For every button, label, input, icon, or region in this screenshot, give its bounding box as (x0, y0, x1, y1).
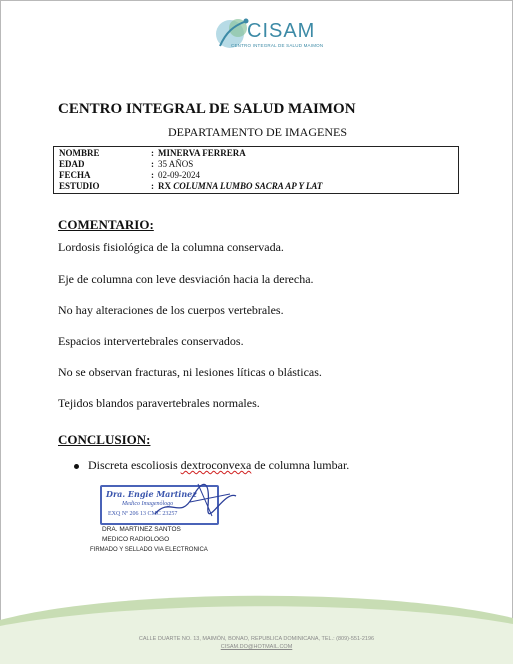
row-colon: : (151, 181, 154, 191)
footer-wave-decoration (0, 592, 513, 664)
signature-icon (150, 476, 240, 526)
row-value: 35 AÑOS (158, 159, 194, 169)
stamp-license: EXQ Nº 206 13 CMC 23257 (108, 511, 178, 517)
logo-tagline: CENTRO INTEGRAL DE SALUD MAIMON (231, 43, 324, 48)
signature-name: DRA. MARTINEZ SANTOS (102, 526, 181, 533)
comentario-line: No se observan fracturas, ni lesiones líticas o blásticas. (58, 365, 322, 379)
comentario-line: No hay alteraciones de los cuerpos vertebrales. (58, 303, 284, 317)
bullet-dot-icon (74, 464, 79, 469)
row-value-prefix: RX (158, 181, 171, 191)
row-colon: : (151, 170, 154, 180)
signature-role: MEDICO RADIOLOGO (102, 536, 170, 543)
conclusion-heading: CONCLUSION: (58, 432, 151, 447)
row-key: NOMBRE (59, 148, 100, 158)
row-value-main: COLUMNA LUMBO SACRA AP Y LAT (173, 181, 323, 191)
comentario-line: Lordosis fisiológica de la columna conservada. (58, 240, 284, 254)
row-colon: : (151, 159, 154, 169)
row-key: FECHA (59, 170, 91, 180)
row-key: ESTUDIO (59, 181, 100, 191)
footer-address: CALLE DUARTE NO. 13, MAIMÓN, BONAO, REPUBLICA DOMINICANA, TEL.: (809)-551-2196 (138, 636, 375, 642)
row-value: 02-09-2024 (158, 170, 200, 180)
patient-info-box (53, 146, 459, 194)
comentario-line: Espacios intervertebrales conservados. (58, 334, 244, 348)
logo-name: CISAM (247, 20, 316, 42)
row-value: MINERVA FERRERA (158, 148, 246, 158)
row-key: EDAD (59, 159, 85, 169)
row-colon: : (151, 148, 154, 158)
conclusion-text-after: de columna lumbar. (251, 458, 350, 472)
conclusion-item (88, 458, 349, 473)
signature-note: FIRMADO Y SELLADO VIA ELECTRONICA (90, 547, 208, 553)
footer-email[interactable]: CISAM.DO@HOTMAIL.COM (220, 644, 293, 650)
conclusion-text-before: Discreta escoliosis (88, 458, 181, 472)
spellcheck-flagged-word: dextroconvexa (180, 458, 252, 472)
comentario-line: Tejidos blandos paravertebrales normales. (58, 396, 260, 410)
comentario-heading: COMENTARIO: (58, 217, 154, 232)
stamp-specialty: Medico Imagenólogo (122, 501, 174, 507)
row-value (158, 181, 322, 191)
department-title: DEPARTAMENTO DE IMAGENES (168, 125, 347, 139)
page-title: CENTRO INTEGRAL DE SALUD MAIMON (58, 101, 356, 117)
stamp-doctor-name: Dra. Engie Martinez (106, 489, 197, 499)
comentario-line: Eje de columna con leve desviación hacia la derecha. (58, 272, 314, 286)
